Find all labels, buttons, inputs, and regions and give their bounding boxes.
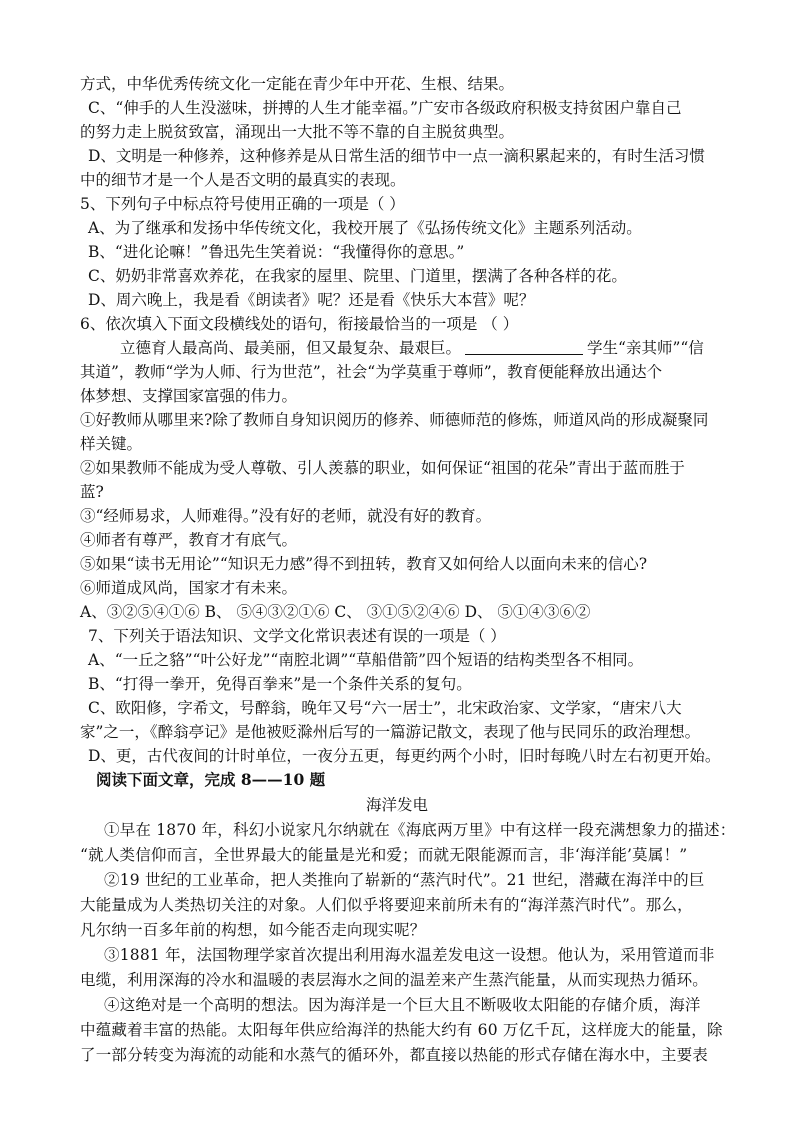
q6-options: A、③②⑤④①⑥ B、 ⑤④③②①⑥ C、 ③①⑤②④⑥ D、 ⑤①④③⑥② — [80, 603, 591, 621]
article-title: 海洋发电 — [365, 796, 428, 814]
q6-passage-line — [120, 336, 740, 360]
sentence-3: ③“经师易求，人师难得。”没有好的老师，就没有好的教育。 — [80, 507, 492, 525]
q6-passage-start: 立德育人最高尚、最美丽，但又最复杂、最艰巨。 — [120, 339, 462, 357]
text-line: 样关键。 — [80, 435, 143, 453]
q5-option-d: D、周六晚上，我是看《朗读者》呢？还是看《快乐大本营》呢？ — [88, 291, 535, 309]
article-paragraph-3: ③1881 年，法国物理学家首次提出利用海水温差发电这一设想。他认为，采用管道而非 — [104, 946, 715, 964]
sentence-5: ⑤如果“读书无用论”“知识无力感”得不到扭转，教育又如何给人以面向未来的信心? — [80, 555, 648, 573]
article-text-line: 中蕴藏着丰富的热能。太阳每年供应给海洋的热能大约有 60 万亿千瓦，这样庞大的能量，除 — [80, 1021, 723, 1039]
option-c-line: C、“伸手的人生没滋味，拼搏的人生才能幸福。”广安市各级政府积极支持贫困户靠自己 — [88, 99, 682, 117]
fill-blank — [465, 338, 583, 355]
q7-option-c: C、欧阳修，字希文，号醉翁，晚年又号“六一居士”，北宋政治家、文学家，“唐宋八大 — [88, 699, 682, 717]
text-line: 的努力走上脱贫致富，涌现出一大批不等不靠的自主脱贫典型。 — [80, 123, 515, 141]
q7-option-d: D、更，古代夜间的计时单位，一夜分五更，每更约两个小时，旧时每晚八时左右初更开始。 — [88, 747, 721, 765]
sentence-2: ②如果教师不能成为受人尊敬、引人羡慕的职业，如何保证“祖国的花朵”青出于蓝而胜于 — [80, 459, 685, 477]
article-paragraph-4: ④这绝对是一个高明的想法。因为海洋是一个巨大且不断吸收太阳能的存储介质，海洋 — [104, 996, 701, 1014]
option-d-line: D、文明是一种修养，这种修养是从日常生活的细节中一点一滴积累起来的，有时生活习惯 — [88, 147, 705, 165]
q5-option-a: A、为了继承和发扬中华传统文化，我校开展了《弘扬传统文化》主题系列活动。 — [88, 219, 642, 237]
question-6: 6、依次填入下面文段横线处的语句，衔接最恰当的一项是 （ ） — [80, 315, 519, 333]
article-text-line: 凡尔纳一百多年前的构想，如今能否走向现实呢？ — [80, 921, 426, 939]
question-7: 7、下列关于语法知识、文学文化常识表述有误的一项是（ ） — [88, 627, 506, 645]
question-5: 5、下列句子中标点符号使用正确的一项是（ ） — [80, 195, 405, 213]
article-paragraph-2: ②19 世纪的工业革命，把人类推向了崭新的“蒸汽时代”。21 世纪，潜藏在海洋中的巨 — [104, 871, 705, 889]
text-line: 蓝? — [80, 483, 104, 501]
text-line: 方式，中华优秀传统文化一定能在青少年中开花、生根、结果。 — [80, 75, 515, 93]
text-line: 体梦想、支撑国家富强的伟力。 — [80, 387, 298, 405]
article-paragraph-1: ①早在 1870 年，科幻小说家凡尔纳就在《海底两万里》中有这样一段充满想象力的描述： — [104, 821, 736, 839]
q7-option-b: B、“打得一拳开，免得百拳来”是一个条件关系的复句。 — [88, 675, 472, 693]
text-line: 其道”，教师“学为人师、行为世范”，社会“为学莫重于尊师”，教育便能释放出通达个 — [80, 363, 663, 381]
sentence-1: ①好教师从哪里来?除了教师自身知识阅历的修养、师德师范的修炼，师道风尚的形成凝聚同 — [80, 411, 709, 429]
sentence-6: ⑥师道成风尚，国家才有未来。 — [80, 579, 298, 597]
q6-passage-cont: 学生“亲其师”“信 — [587, 339, 704, 357]
q5-option-c: C、奶奶非常喜欢养花，在我家的屋里、院里、门道里，摆满了各种各样的花。 — [88, 267, 627, 285]
reading-instruction: 阅读下面文章，完成 8——10 题 — [96, 770, 326, 789]
article-text-line: 电缆，利用深海的冷水和温暖的表层海水之间的温差来产生蒸汽能量，从而实现热力循环。 — [80, 971, 709, 989]
text-line: 中的细节才是一个人是否文明的最真实的表现。 — [80, 171, 406, 189]
q5-option-b: B、“进化论嘛！”鲁迅先生笑着说：“我懂得你的意思。” — [88, 243, 465, 261]
text-line: 家”之一，《醉翁亭记》是他被贬滁州后写的一篇游记散文，表现了他与民同乐的政治理想。 — [80, 723, 701, 741]
q7-option-a: A、“一丘之貉”“叶公好龙”“南腔北调”“草船借箭”四个短语的结构类型各不相同。 — [88, 651, 644, 669]
article-text-line: 大能量成为人类热切关注的对象。人们似乎将要迎来前所未有的“海洋蒸汽时代”。那么， — [80, 896, 693, 914]
article-text-line: “就人类信仰而言，全世界最大的能量是光和爱；而就无限能源而言，非‘海洋能’莫属！” — [80, 846, 688, 864]
sentence-4: ④师者有尊严，教育才有底气。 — [80, 531, 298, 549]
article-text-line: 了一部分转变为海流的动能和水蒸气的循环外，都直接以热能的形式存储在海水中，主要表 — [80, 1046, 709, 1064]
